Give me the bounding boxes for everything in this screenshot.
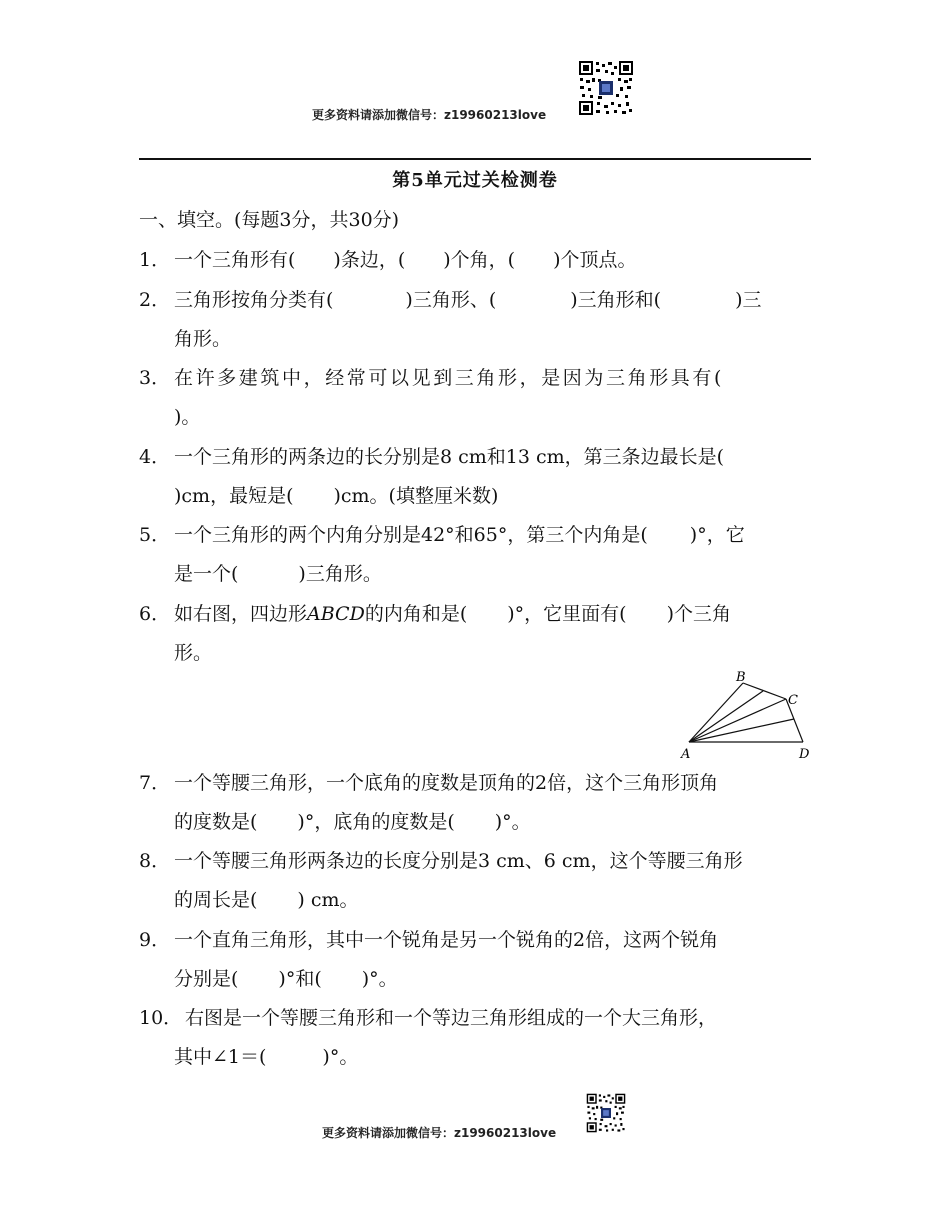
question-text: )°，它里面有( <box>507 603 627 625</box>
question-text: )°和( <box>278 968 322 990</box>
inner-line <box>689 699 786 742</box>
question-text: 如右图，四边形 <box>174 603 308 625</box>
question-text: )cm，最短是( <box>174 485 294 507</box>
page-title: 第5单元过关检测卷 <box>392 170 558 191</box>
quadrilateral-name: ABCD <box>307 603 365 625</box>
quadrilateral-figure <box>675 665 815 765</box>
question-text: )°，底角的度数是( <box>297 811 455 833</box>
question-text: ) cm。 <box>297 889 359 911</box>
question-number: 4． <box>139 446 171 468</box>
vertex-label-b: B <box>736 670 746 685</box>
question-text: 右图是一个等腰三角形和一个等边三角形组成的一个大三角形， <box>185 1007 718 1029</box>
question-text: )三 <box>735 289 762 311</box>
question-number: 2． <box>139 289 171 311</box>
question-5-continued <box>174 561 811 587</box>
question-text: )。 <box>174 406 201 428</box>
question-10 <box>139 1005 811 1031</box>
question-text: 在许多建筑中，经常可以见到三角形，是因为三角形具有( <box>174 367 725 389</box>
watermark-text-bottom: 更多资料请添加微信号：z19960213love <box>322 1126 557 1140</box>
question-text: 的度数是( <box>174 811 258 833</box>
question-text: )个角，( <box>443 249 516 271</box>
question-text: 一个三角形的两个内角分别是42°和65°，第三个内角是( <box>174 524 648 546</box>
section-heading: 一、填空。(每题3分，共30分) <box>139 209 400 231</box>
question-text: )cm。(填整厘米数) <box>333 485 499 507</box>
question-text: )三角形。 <box>298 563 382 585</box>
question-text: 的周长是( <box>174 889 258 911</box>
question-text: 一个等腰三角形两条边的长度分别是3 cm、6 cm，这个等腰三角形 <box>174 850 743 872</box>
question-1 <box>139 247 811 273</box>
question-3-continued <box>174 404 811 430</box>
question-7-continued <box>174 809 811 835</box>
question-number: 6． <box>139 603 171 625</box>
watermark-text-top: 更多资料请添加微信号：z19960213love <box>312 108 547 122</box>
question-number: 8． <box>139 850 171 872</box>
question-text: )三角形和( <box>570 289 662 311</box>
question-8-continued <box>174 887 811 913</box>
question-text: 是一个( <box>174 563 239 585</box>
question-text: 一个三角形的两条边的长分别是8 cm和13 cm，第三条边最长是( <box>174 446 725 468</box>
question-9-continued <box>174 966 811 992</box>
question-number: 5． <box>139 524 171 546</box>
qr-code-icon <box>586 1093 626 1133</box>
vertex-label-d: D <box>799 747 810 762</box>
question-text: 一个等腰三角形，一个底角的度数是顶角的2倍，这个三角形顶角 <box>174 772 719 794</box>
question-text: 分别是( <box>174 968 239 990</box>
question-text: )条边，( <box>333 249 406 271</box>
question-number: 10． <box>139 1007 183 1029</box>
question-number: 3． <box>139 367 171 389</box>
question-text: )°。 <box>494 811 531 833</box>
edge-ab <box>689 683 743 742</box>
header-rule <box>139 158 811 160</box>
question-5 <box>139 522 811 548</box>
question-number: 1． <box>139 249 171 271</box>
question-text: )三角形、( <box>405 289 497 311</box>
question-3 <box>139 365 811 391</box>
question-2 <box>139 287 811 313</box>
question-text: )°。 <box>361 968 398 990</box>
question-8 <box>139 848 811 874</box>
question-text: 一个直角三角形，其中一个锐角是另一个锐角的2倍，这两个锐角 <box>174 929 719 951</box>
question-text: 的内角和是( <box>364 603 468 625</box>
question-6-continued: 形。 <box>174 642 213 664</box>
question-text: 一个三角形有( <box>174 249 296 271</box>
question-text: )°，它 <box>689 524 745 546</box>
qr-code-icon <box>578 60 634 116</box>
question-text: )个三角 <box>666 603 731 625</box>
question-4 <box>139 444 811 470</box>
question-number: 9． <box>139 929 171 951</box>
question-text: 其中∠1＝( <box>174 1046 267 1068</box>
edge-bc <box>743 683 786 699</box>
question-text: )°。 <box>322 1046 359 1068</box>
question-text: 三角形按角分类有( <box>174 289 334 311</box>
vertex-label-c: C <box>788 693 798 708</box>
question-9 <box>139 927 811 953</box>
question-text: )个顶点。 <box>553 249 637 271</box>
vertex-label-a: A <box>681 747 691 762</box>
question-7 <box>139 770 811 796</box>
question-number: 7． <box>139 772 171 794</box>
question-2-continued: 角形。 <box>174 328 232 350</box>
question-10-continued <box>174 1044 811 1070</box>
question-4-continued <box>174 483 811 509</box>
question-6 <box>139 601 811 627</box>
